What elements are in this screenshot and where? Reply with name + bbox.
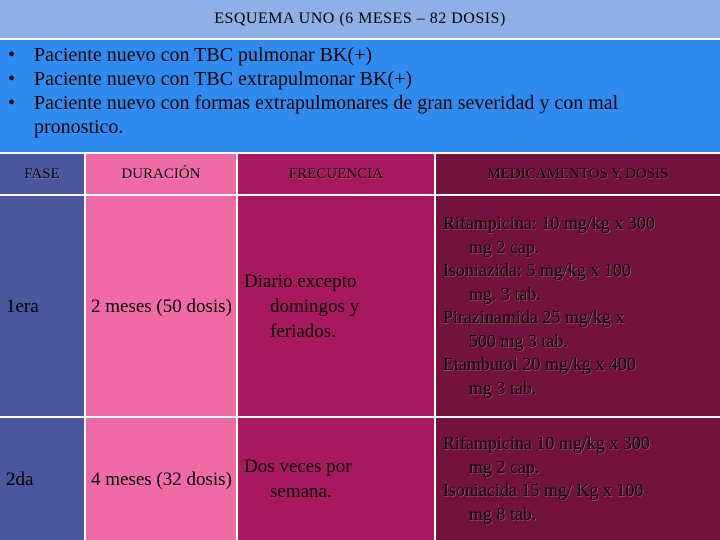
medicamentos-list xyxy=(443,432,710,526)
medicamento-line: Isoniacida 15 mg/ Kg x 100 xyxy=(443,480,644,500)
medicamento-line: mg. 3 tab. xyxy=(469,283,541,304)
criteria-text: Paciente nuevo con TBC extrapulmonar BK(+) xyxy=(34,68,413,90)
header-medicamentos: MEDICAMENTOS Y DOSIS xyxy=(436,154,720,194)
header-frecuencia: FRECUENCIA xyxy=(238,154,434,194)
medicamento-line: Rifampicina: 10 mg/kg x 300 xyxy=(443,213,655,233)
fase-value: 2da xyxy=(6,468,34,490)
frecuencia-value: Dos veces por semana. xyxy=(244,456,352,502)
medicamento-line: Isoniazida: 5 mg/kg x 100 xyxy=(443,260,631,280)
bullet-marker: • xyxy=(8,92,16,114)
criteria-item xyxy=(8,67,710,91)
fase-value: 1era xyxy=(6,295,39,317)
criteria-item xyxy=(8,43,710,67)
header-duracion: DURACIÓN xyxy=(86,154,236,194)
medicamento-line: 500 mg 3 tab. xyxy=(469,330,568,351)
criteria-text: Paciente nuevo con formas extrapulmonares de gran severidad y con mal pronostico. xyxy=(34,92,619,138)
medicamento-line: Rifampicina 10 mg/kg x 300 xyxy=(443,433,650,453)
row2-fase-cell xyxy=(0,418,84,540)
medicamento-line: mg 2 cap. xyxy=(469,236,540,257)
bullet-marker: • xyxy=(8,44,16,66)
row1-frecuencia-cell xyxy=(238,196,434,416)
duracion-value: 4 meses (32 dosis) xyxy=(91,468,232,490)
header-fase: FASE xyxy=(0,154,84,194)
medicamentos-list xyxy=(443,212,710,400)
medicamento-line: Etambutol 20 mg/kg x 400 xyxy=(443,354,636,374)
medicamento-line: mg 8 tab. xyxy=(469,503,537,524)
row2-duracion-cell xyxy=(86,418,236,540)
medicamento-line: mg 3 tab. xyxy=(469,377,537,398)
bullet-marker: • xyxy=(8,68,16,90)
frecuencia-value: Diario excepto domingos y feriados. xyxy=(244,270,360,342)
duracion-value: 2 meses (50 dosis) xyxy=(91,295,232,317)
row2-frecuencia-cell xyxy=(238,418,434,540)
row1-duracion-cell xyxy=(86,196,236,416)
criteria-item xyxy=(8,91,710,139)
row1-fase-cell xyxy=(0,196,84,416)
row2-medicamentos-cell xyxy=(436,418,720,540)
row1-medicamentos-cell xyxy=(436,196,720,416)
slide-title: ESQUEMA UNO (6 MESES – 82 DOSIS) xyxy=(0,0,720,38)
criteria-text: Paciente nuevo con TBC pulmonar BK(+) xyxy=(34,44,373,66)
patient-criteria-list xyxy=(0,40,720,152)
medicamento-line: Pirazinamida 25 mg/kg x xyxy=(443,307,625,327)
medicamento-line: mg 2 cap. xyxy=(469,456,540,477)
